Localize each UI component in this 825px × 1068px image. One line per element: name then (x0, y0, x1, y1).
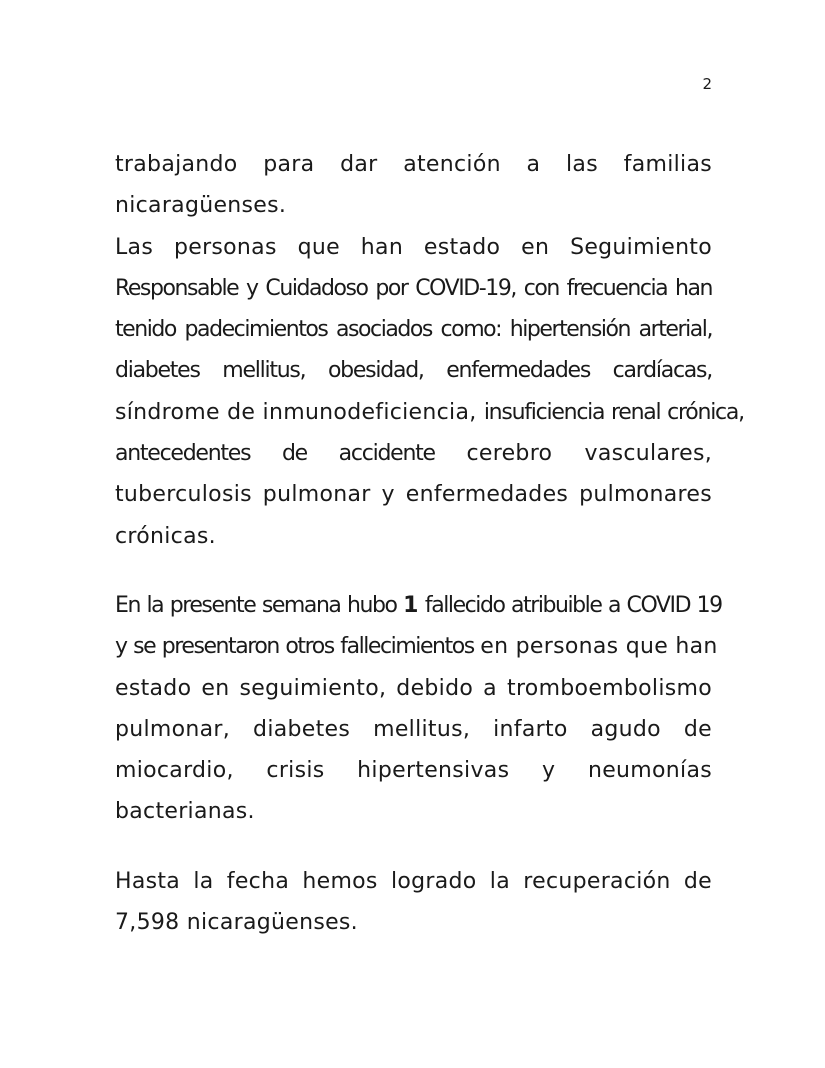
text-line (115, 626, 718, 667)
text-line: trabajando para dar atención a las familias (115, 152, 712, 177)
text-run: antecedentes de accidente (115, 441, 467, 467)
text-run: insuficiencia renal crónica, (483, 399, 744, 425)
text-line: Las personas que han estado en Seguimiento (115, 234, 712, 260)
text-run: y se presentaron otros fallecimientos (115, 634, 481, 660)
text-line (115, 585, 722, 626)
death-count: 1 (403, 592, 419, 618)
text-line: diabetes mellitus, obesidad, enfermedades cardíacas, (115, 358, 712, 384)
document-body (115, 144, 744, 943)
text-run: en personas que han (480, 634, 718, 660)
paragraph-intro-continuation (115, 144, 712, 227)
paragraph-comorbidities (115, 227, 744, 557)
text-line: nicaragüenses. (115, 193, 287, 219)
paragraph-deaths (115, 585, 722, 833)
text-run: En la presente semana hubo (115, 592, 404, 618)
text-line: miocardio, crisis hipertensivas y neumonías (115, 758, 712, 784)
text-line (115, 433, 712, 474)
text-line: Hasta la fecha hemos logrado la recuperación de (115, 868, 712, 894)
text-line: bacterianas. (115, 799, 255, 825)
text-line: estado en seguimiento, debido a tromboembolismo (115, 675, 712, 701)
text-run: fallecido atribuible a COVID 19 (418, 592, 722, 618)
text-run: cerebro vasculares, (466, 441, 712, 467)
text-line: pulmonar, diabetes mellitus, infarto agudo de (115, 716, 712, 742)
paragraph-recoveries (115, 861, 712, 944)
text-line (115, 392, 744, 433)
page-number: 2 (702, 75, 712, 93)
text-line: tuberculosis pulmonar y enfermedades pulmonares (115, 482, 712, 508)
text-line: tenido padecimientos asociados como: hipertensión arterial, (115, 317, 712, 343)
text-line: 7,598 nicaragüenses. (115, 910, 358, 936)
text-line: crónicas. (115, 523, 216, 549)
text-line: Responsable y Cuidadoso por COVID-19, con frecuencia han (115, 275, 712, 301)
text-run: síndrome de inmunodeficiencia, (115, 399, 484, 425)
